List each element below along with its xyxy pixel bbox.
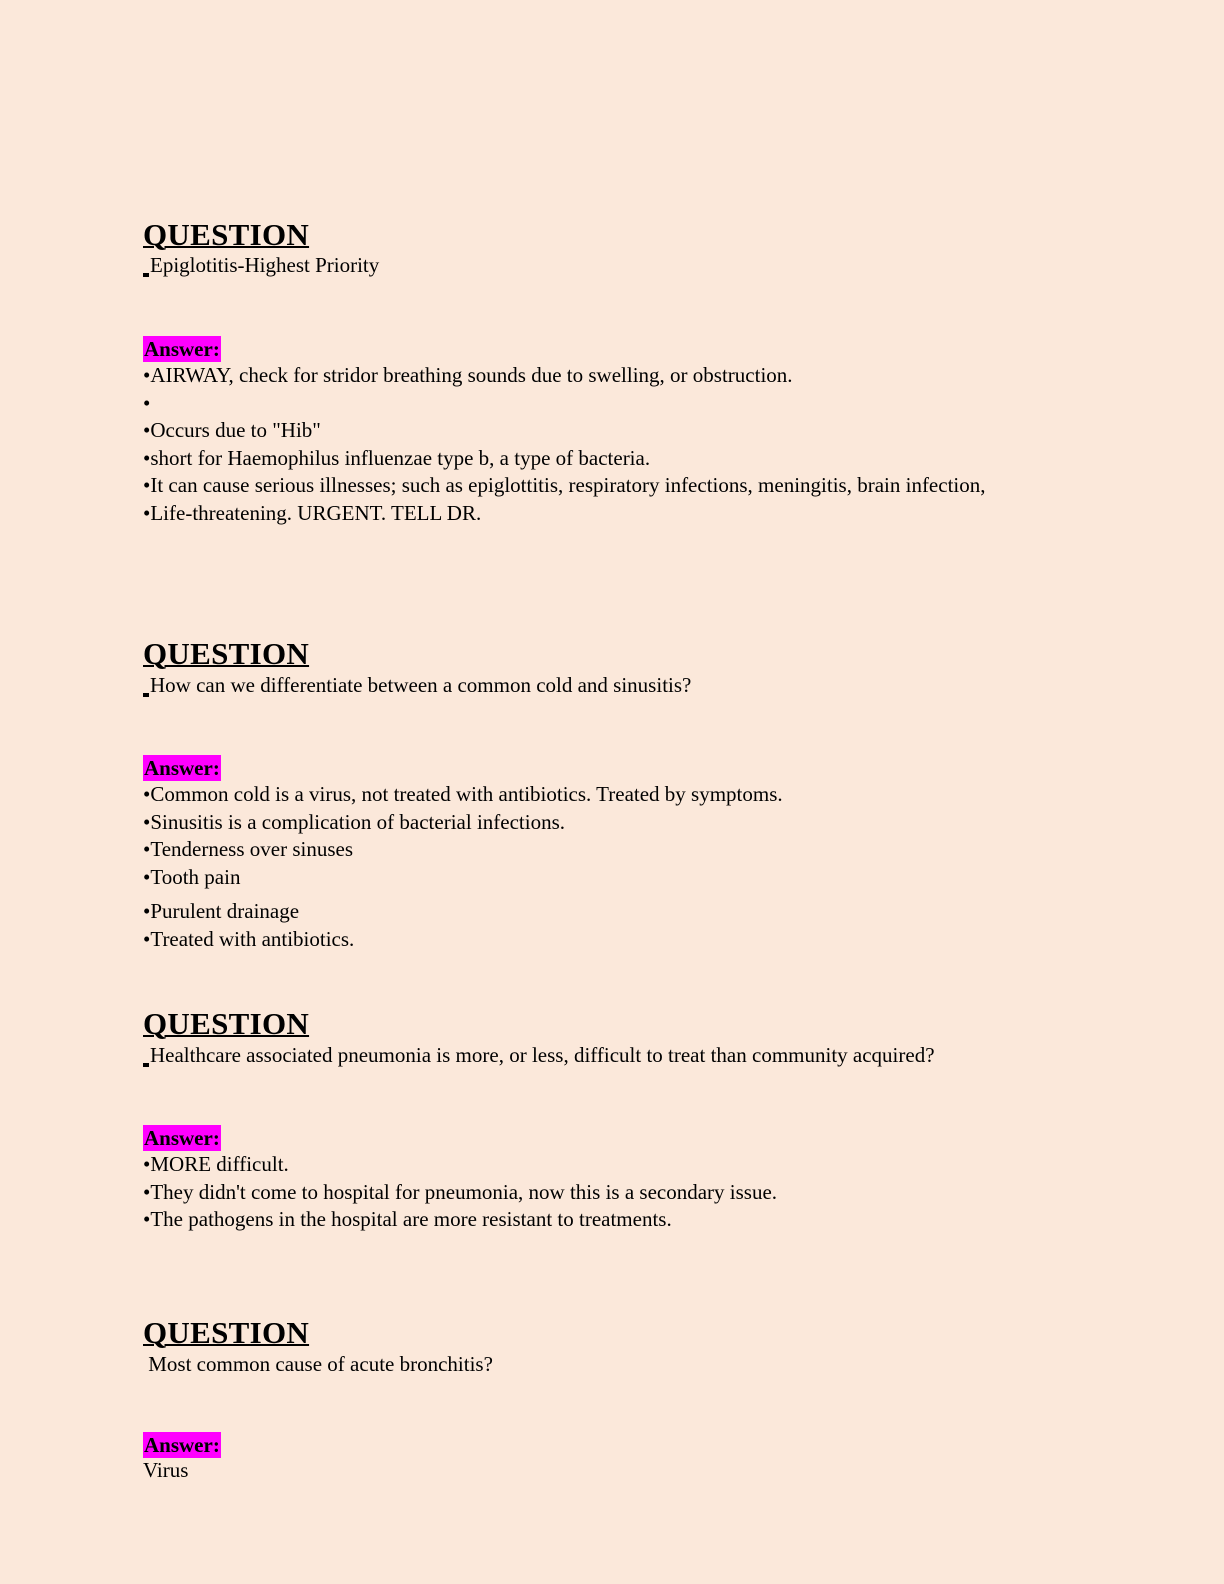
qa-block-4: [143, 1316, 1103, 1378]
question-text-row: [143, 251, 1103, 279]
answer-label: Answer:: [144, 756, 220, 780]
question-text: Epiglotitis-Highest Priority: [150, 253, 380, 277]
answer-label: Answer:: [144, 1433, 220, 1457]
answer-line: •Occurs due to "Hib": [143, 418, 321, 442]
answer-line: •The pathogens in the hospital are more resistant to treatments.: [143, 1207, 672, 1231]
answer-line: •Common cold is a virus, not treated with antibiotics. Treated by symptoms.: [143, 782, 783, 806]
question-text-row: [143, 671, 1103, 699]
question-text-row: [143, 1350, 1103, 1378]
answer-block-1: [143, 336, 1103, 527]
question-text: Most common cause of acute bronchitis?: [143, 1352, 493, 1376]
answer-line: •Tenderness over sinuses: [143, 837, 353, 861]
answer-label: Answer:: [144, 1126, 220, 1150]
question-heading: QUESTION: [143, 636, 310, 671]
question-heading: QUESTION: [143, 217, 310, 252]
cursor-mark-icon: [143, 693, 149, 697]
answer-line: •Treated with antibiotics.: [143, 926, 355, 951]
qa-block-2: [143, 637, 1103, 699]
answer-line: •They didn't come to hospital for pneumonia, now this is a secondary issue.: [143, 1179, 778, 1204]
answer-block-4: [143, 1432, 1103, 1482]
answer-line: Virus: [143, 1458, 189, 1482]
cursor-mark-icon: [143, 273, 149, 277]
qa-block-1: [143, 218, 1103, 279]
answer-line: •Life-threatening. URGENT. TELL DR.: [143, 500, 482, 525]
question-heading: QUESTION: [143, 1006, 310, 1041]
answer-line: •short for Haemophilus influenzae type b, a type of bacteria.: [143, 445, 651, 470]
answer-line: •Purulent drainage: [143, 899, 300, 923]
answer-block-2: [143, 755, 1103, 953]
answer-line: •AIRWAY, check for stridor breathing sounds due to swelling, or obstruction.: [143, 363, 793, 387]
question-text: How can we differentiate between a common cold and sinusitis?: [150, 673, 692, 697]
question-text-row: [143, 1041, 1103, 1069]
answer-label: Answer:: [144, 337, 220, 361]
answer-line: •It can cause serious illnesses; such as epiglottitis, respiratory infections, meningitis, brain infection,: [143, 473, 986, 497]
answer-block-3: [143, 1125, 1103, 1234]
answer-line: •Tooth pain: [143, 864, 241, 889]
question-text: Healthcare associated pneumonia is more, or less, difficult to treat than community acquired?: [150, 1043, 935, 1067]
question-heading: QUESTION: [143, 1315, 310, 1350]
answer-line: •: [143, 390, 151, 415]
answer-line: •MORE difficult.: [143, 1152, 289, 1176]
qa-block-3: [143, 1007, 1103, 1069]
cursor-mark-icon: [143, 1063, 149, 1067]
answer-line: •Sinusitis is a complication of bacterial infections.: [143, 809, 566, 834]
